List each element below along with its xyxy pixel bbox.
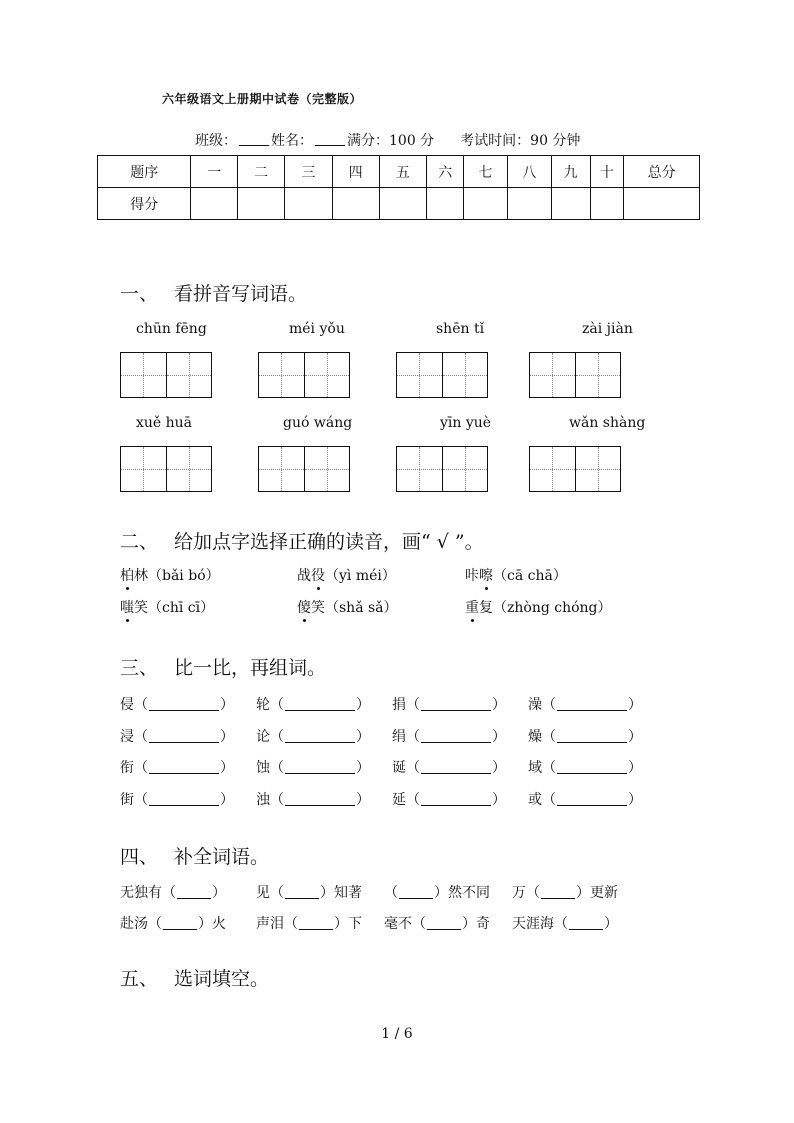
reading-item[interactable]: 咔嚓（cā chā） [465, 565, 567, 585]
header-cell: 八 [507, 156, 551, 188]
compare-row: 街（ ） 浊（ ） 延（ ） 或（ ） [120, 791, 642, 808]
answer-blank[interactable] [285, 761, 355, 774]
compare-row: 浸（ ） 论（ ） 绢（ ） 燥（ ） [120, 728, 642, 745]
answer-blank[interactable] [149, 761, 219, 774]
header-cell: 二 [238, 156, 285, 188]
student-info [195, 130, 580, 150]
answer-blank[interactable] [421, 761, 491, 774]
writing-grid[interactable] [529, 446, 621, 492]
header-cell: 七 [464, 156, 508, 188]
class-blank[interactable] [239, 133, 269, 146]
reading-item[interactable]: 嗤笑（chī cī） [120, 597, 214, 617]
score-cell[interactable] [191, 188, 238, 220]
header-cell: 五 [379, 156, 427, 188]
answer-blank[interactable] [569, 917, 603, 930]
writing-grid[interactable] [529, 352, 621, 398]
pinyin-label: wǎn shàng [569, 415, 646, 431]
score-cell[interactable] [624, 188, 700, 220]
answer-blank[interactable] [149, 793, 219, 806]
section-2-heading: 二、 给加点字选择正确的读音，画“ √ ”。 [120, 531, 484, 553]
reading-item[interactable]: 战役（yì méi） [297, 565, 396, 585]
complete-words-grid [120, 882, 648, 944]
header-cell: 十 [590, 156, 624, 188]
score-row [98, 188, 700, 220]
answer-blank[interactable] [427, 917, 461, 930]
score-cell[interactable] [284, 188, 332, 220]
header-cell: 四 [332, 156, 379, 188]
answer-blank[interactable] [557, 730, 627, 743]
header-cell: 六 [427, 156, 464, 188]
pinyin-label: shēn tǐ [436, 321, 485, 337]
writing-grid[interactable] [396, 352, 488, 398]
writing-grid[interactable] [120, 352, 212, 398]
complete-words-row: 无独有（ ） 见（ ）知著 （ ）然不同 万（ ）更新 [120, 885, 618, 901]
score-cell[interactable] [464, 188, 508, 220]
answer-blank[interactable] [285, 730, 355, 743]
answer-blank[interactable] [421, 793, 491, 806]
answer-blank[interactable] [399, 886, 433, 899]
complete-words-row: 赴汤（ ）火 声泪（ ）下 毫不（ ）奇 天涯海（ ） [120, 916, 618, 932]
section-5-heading: 五、 选词填空。 [120, 968, 270, 990]
answer-blank[interactable] [177, 886, 211, 899]
header-cell: 题序 [98, 156, 191, 188]
score-cell[interactable] [590, 188, 624, 220]
answer-blank[interactable] [299, 917, 333, 930]
pinyin-label: méi yǒu [289, 321, 345, 337]
writing-grid[interactable] [258, 352, 350, 398]
name-label: 姓名： [271, 133, 313, 149]
score-cell[interactable] [507, 188, 551, 220]
reading-item[interactable]: 柏林（bǎi bó） [120, 565, 220, 585]
class-label: 班级： [195, 133, 237, 149]
score-table [97, 155, 700, 220]
exam-time: 考试时间：90 分钟 [460, 133, 581, 149]
answer-blank[interactable] [421, 730, 491, 743]
answer-blank[interactable] [285, 793, 355, 806]
score-cell[interactable] [238, 188, 285, 220]
writing-grid[interactable] [258, 446, 350, 492]
answer-blank[interactable] [421, 698, 491, 711]
writing-grid[interactable] [120, 446, 212, 492]
answer-blank[interactable] [149, 730, 219, 743]
answer-blank[interactable] [149, 698, 219, 711]
section-1-heading: 一、 看拼音写词语。 [120, 283, 308, 305]
answer-blank[interactable] [541, 886, 575, 899]
reading-item[interactable]: 重复（zhòng chóng） [465, 597, 612, 617]
answer-blank[interactable] [557, 761, 627, 774]
answer-blank[interactable] [285, 698, 355, 711]
score-cell[interactable] [427, 188, 464, 220]
reading-item[interactable]: 傻笑（shǎ sǎ） [297, 597, 398, 617]
answer-blank[interactable] [285, 886, 319, 899]
section-4-heading: 四、 补全词语。 [120, 846, 270, 868]
pinyin-label: chūn fēng [136, 321, 207, 337]
score-cell[interactable] [379, 188, 427, 220]
header-cell: 一 [191, 156, 238, 188]
full-score: 满分：100 分 [347, 133, 435, 149]
answer-blank[interactable] [557, 793, 627, 806]
name-blank[interactable] [315, 133, 345, 146]
section-3-heading: 三、 比一比，再组词。 [120, 657, 327, 679]
score-cell[interactable] [332, 188, 379, 220]
writing-grid[interactable] [396, 446, 488, 492]
header-cell: 总分 [624, 156, 700, 188]
pinyin-label: yīn yuè [440, 415, 492, 431]
answer-blank[interactable] [163, 917, 197, 930]
pinyin-label: zài jiàn [582, 321, 633, 337]
score-header-row [98, 156, 700, 188]
pinyin-label: xuě huā [136, 415, 193, 431]
header-cell: 三 [284, 156, 332, 188]
header-cell: 九 [551, 156, 590, 188]
score-row-label: 得分 [98, 188, 191, 220]
page-number: 1 / 6 [381, 1026, 413, 1042]
compare-row: 衔（ ） 蚀（ ） 诞（ ） 域（ ） [120, 760, 642, 776]
compare-grid [120, 694, 664, 820]
pinyin-label: guó wáng [283, 415, 353, 431]
page-title: 六年级语文上册期中试卷（完整版） [162, 92, 363, 106]
score-cell[interactable] [551, 188, 590, 220]
compare-row: 侵（ ） 轮（ ） 捐（ ） 澡（ ） [120, 697, 642, 713]
answer-blank[interactable] [557, 698, 627, 711]
